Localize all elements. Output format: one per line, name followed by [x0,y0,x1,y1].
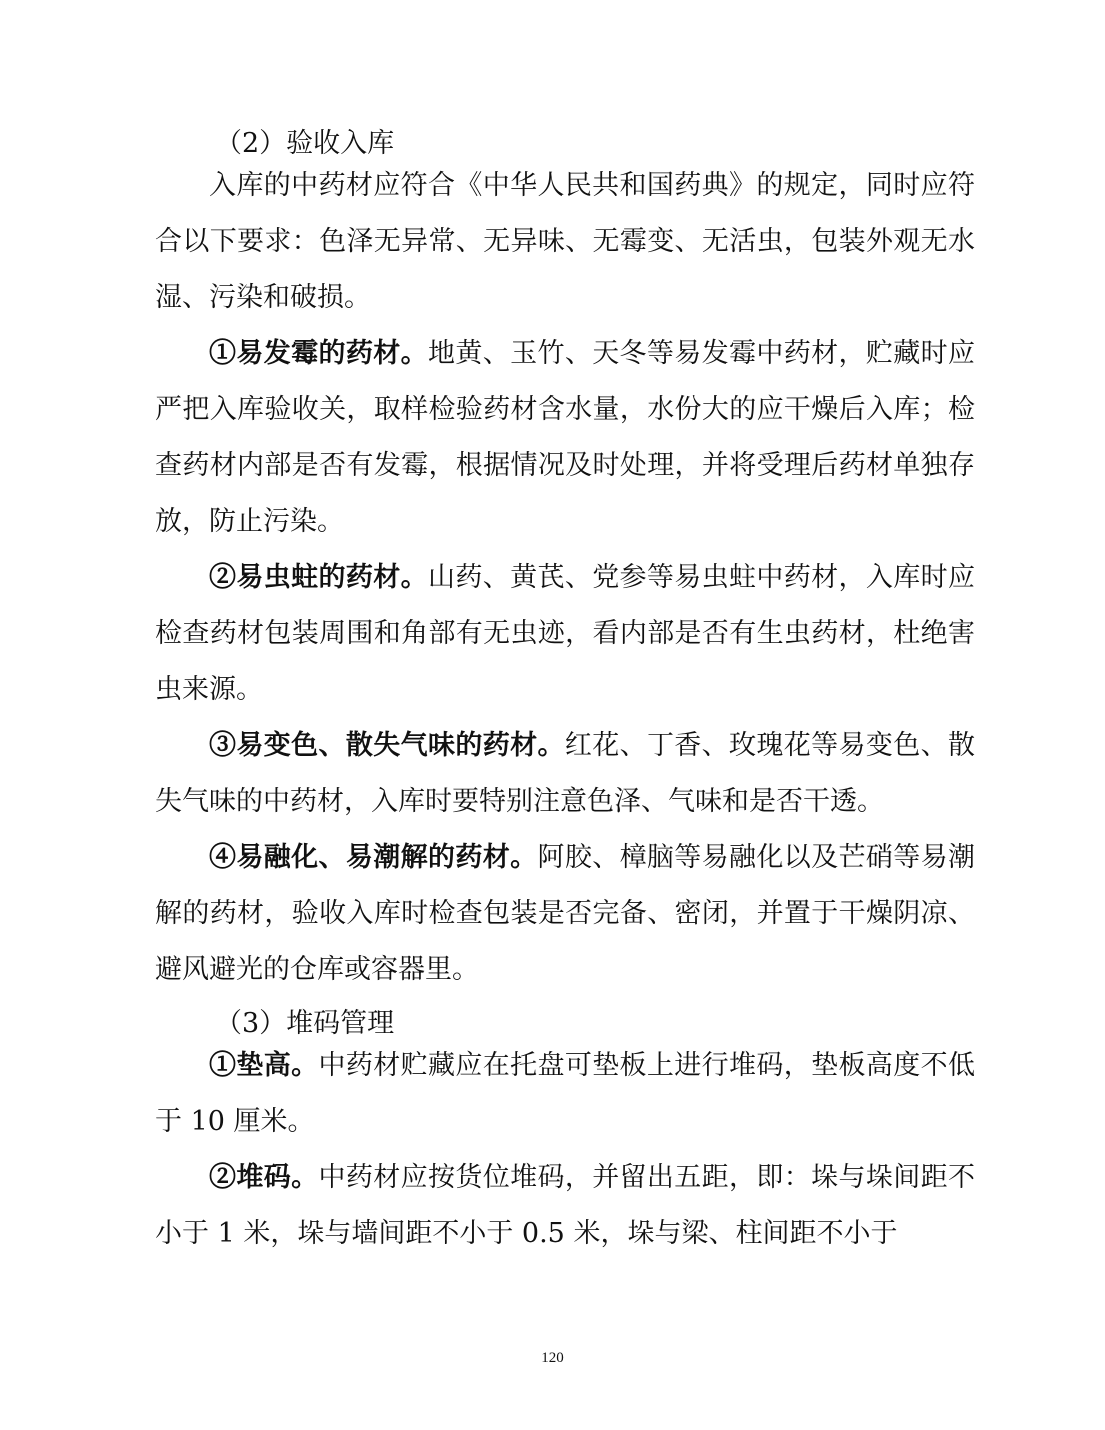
item-lead: ④易融化、易潮解的药材。 [209,842,538,873]
section-heading-3: （3）堆码管理 [215,1008,395,1039]
item-raise-paragraph [155,1038,975,1150]
intro-paragraph: 入库的中药材应符合《中华人民共和国药典》的规定，同时应符合以下要求：色泽无异常、无异味、无霉变、无活虫，包装外观无水湿、污染和破损。 [155,170,975,313]
item-mildew-paragraph [155,326,975,550]
item-text: 红花、丁香、玫瑰花等易变色、散失气味的中药材，入库时要特别注意色泽、气味和是否干透。 [155,730,976,817]
item-discolor-paragraph [155,718,975,830]
item-text: 阿胶、樟脑等易融化以及芒硝等易潮解的药材，验收入库时检查包装是否完备、密闭，并置于干燥阴凉、避风避光的仓库或容器里。 [155,842,976,985]
section-heading-2: （2）验收入库 [215,128,395,159]
item-text: 中药材贮藏应在托盘可垫板上进行堆码，垫板高度不低于 10 厘米。 [155,1050,976,1137]
item-melting-paragraph [155,830,975,998]
page-number: 120 [541,1350,564,1366]
item-insect-paragraph [155,550,975,718]
item-lead: ②易虫蛀的药材。 [209,562,428,593]
item-text: 中药材应按货位堆码，并留出五距，即：垛与垛间距不小于 1 米，垛与墙间距不小于 0.5 米，垛与梁、柱间距不小于 [155,1162,976,1249]
item-lead: ①垫高。 [209,1050,319,1081]
item-text: 地黄、玉竹、天冬等易发霉中药材，贮藏时应严把入库验收关，取样检验药材含水量，水份大的应干燥后入库；检查药材内部是否有发霉，根据情况及时处理，并将受理后药材单独存放，防止污染。 [155,338,976,537]
item-lead: ②堆码。 [209,1162,319,1193]
item-stacking-paragraph [155,1150,975,1262]
item-lead: ①易发霉的药材。 [209,338,428,369]
item-text: 山药、黄芪、党参等易虫蛀中药材，入库时应检查药材包装周围和角部有无虫迹，看内部是否有生虫药材，杜绝害虫来源。 [155,562,976,705]
item-lead: ③易变色、散失气味的药材。 [209,730,565,761]
